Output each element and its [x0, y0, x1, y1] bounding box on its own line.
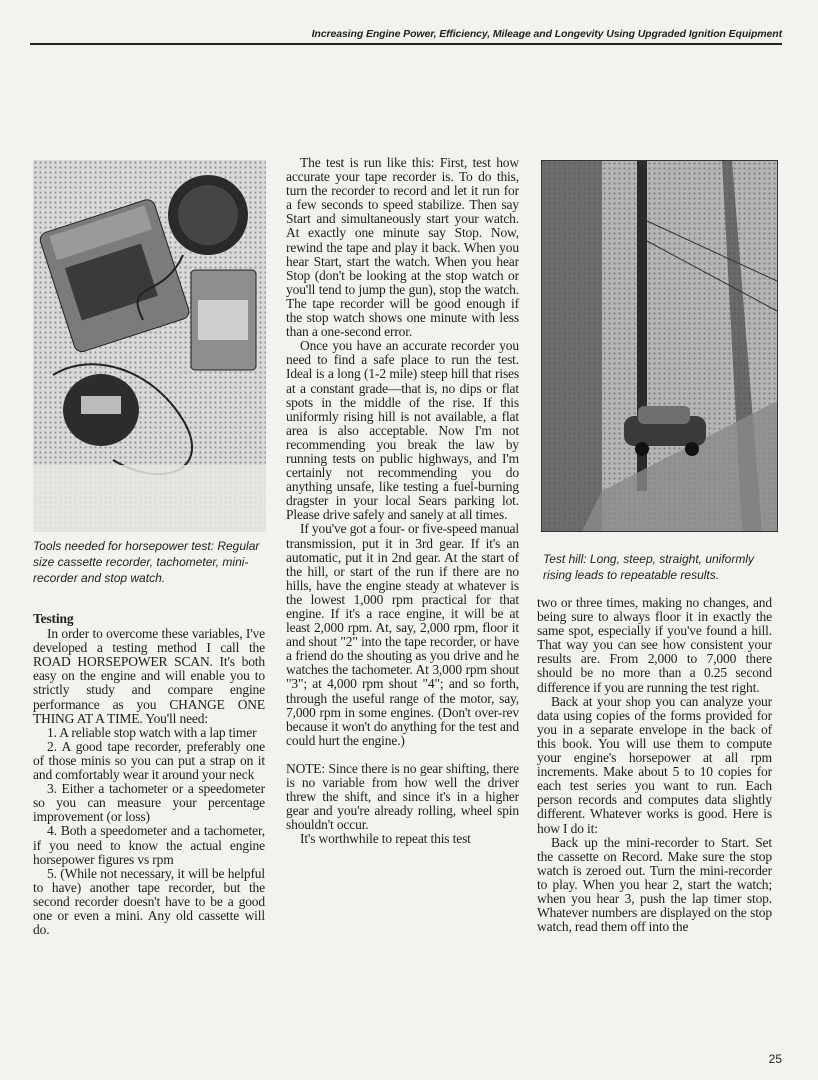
section-heading-testing: Testing [33, 611, 74, 626]
tools-photo [33, 160, 266, 532]
paragraph: two or three times, making no changes, and being sure to always floor it in exactly the same spot, especially if you've found a hill. That way you can see how consistent your results are. From 2,000 to 7,000 there should be no more than a 0.25 second difference if you are running the test right. [537, 595, 772, 695]
list-item: 1. A reliable stop watch with a lap timer [47, 724, 257, 740]
column-1 [33, 612, 265, 937]
page-number: 25 [768, 1052, 782, 1066]
paragraph: The test is run like this: First, test how accurate your tape recorder is. To do this, turn the recorder to record and let it run for a few seconds to speed stabilize. Then say Start and simultaneously start your watch. At exactly one minute say Stop. Now, rewind the tape and play it back. When you hear Start, start the watch. When you hear Stop (don't be looking at the stop watch or you'll tend to jump the gun), stop the watch. The tape recorder will be good enough if the stop watch shows one minute with less than a one-second error. [286, 155, 519, 340]
paragraph: Back up the mini-recorder to Start. Set the cassette on Record. Make sure the stop watch is zeroed out. Turn the mini-recorder to play. When you hear 2, start the watch; when you hear 3, push the lap timer stop. Whatever numbers are displayed on the stop watch, read them off into the [537, 834, 772, 935]
list-item: 2. A good tape recorder, preferably one of those minis so you can put a strap on it and comfortably wear it around your neck [33, 738, 265, 783]
header-rule [30, 43, 782, 45]
note-paragraph: NOTE: Since there is no gear shifting, there is no variable from how well the driver threw the shift, and since it's in a higher gear and you're already rolling, wheel spin shouldn't occur. [286, 760, 519, 833]
list-item: 5. (While not necessary, it will be helpful to have) another tape recorder, but the second recorder doesn't have to be a good one or even a mini. Any old cassette will do. [33, 865, 265, 938]
list-item: 4. Both a speedometer and a tachometer, if you need to know the actual engine horsepower figures vs rpm [33, 823, 265, 867]
paragraph: If you've got a four- or five-speed manual transmission, put it in 3rd gear. If it's an automatic, put it in 2nd gear. At the start of the hill, or start of the run if there are no hills, have the engine steady at whatever is the lowest 1,000 rpm practical for that engine. If it's a race engine, it will be at least 2,000 rpm. At, say, 2,000 rpm, floor it and shout "2" into the tape recorder, or have a friend do the shouting as you drive and he watches the tachometer. At 3,000 rpm shout "3"; at 4,000 rpm shout "4"; and so forth, through the useful range of the motor, say, 7,000 rpm in some engines. (Don't over-rev because it won't do anything for the test and could hurt the engine.) [286, 521, 519, 748]
running-header: Increasing Engine Power, Efficiency, Mileage and Longevity Using Upgraded Ignition Equipment [311, 28, 782, 40]
column-3 [537, 596, 772, 934]
paragraph: Back at your shop you can analyze your data using copies of the forms provided for you in a separate envelope in the back of this book. You will use them to compute your engine's horsepower at all rpm increments. Make about 5 to 10 copies for each test series you want to run. Each person records and computes data slightly different. Whatever works is good. Here is how I do it: [537, 693, 772, 836]
tools-illustration [33, 160, 266, 532]
hill-caption: Test hill: Long, steep, straight, uniformly rising leads to repeatable results. [543, 552, 754, 582]
paragraph: In order to overcome these variables, I've developed a testing method I call the ROAD HORSEPOWER SCAN. It's both easy on the engine and will enable you to strictly study and compare engine performance as you CHANGE ONE THING AT A TIME. You'll need: [33, 626, 265, 726]
hill-photo [541, 160, 778, 532]
paragraph: Once you have an accurate recorder you need to find a safe place to run the test. Ideal is a long (1-2 mile) steep hill that rises at a constant grade—that is, no dips or flat spots in the middle of the rise. If this uniformly rising hill is not available, a flat area is also acceptable. Now I'm not recommending you break the law by running tests on public highways, and I'm certainly not recommending you do anything unsafe, like testing a fuel-burning dragster in your local Sears parking lot. Please drive safely and sanely at all times. [286, 338, 519, 523]
list-item: 3. Either a tachometer or a speedometer so you can measure your percentage improvement (or loss) [33, 781, 265, 825]
tools-caption: Tools needed for horsepower test: Regular size cassette recorder, tachometer, mini-recorder and stop watch. [33, 539, 260, 585]
hill-illustration [542, 161, 777, 531]
column-2 [286, 156, 519, 847]
paragraph: It's worthwhile to repeat this test [300, 831, 471, 847]
